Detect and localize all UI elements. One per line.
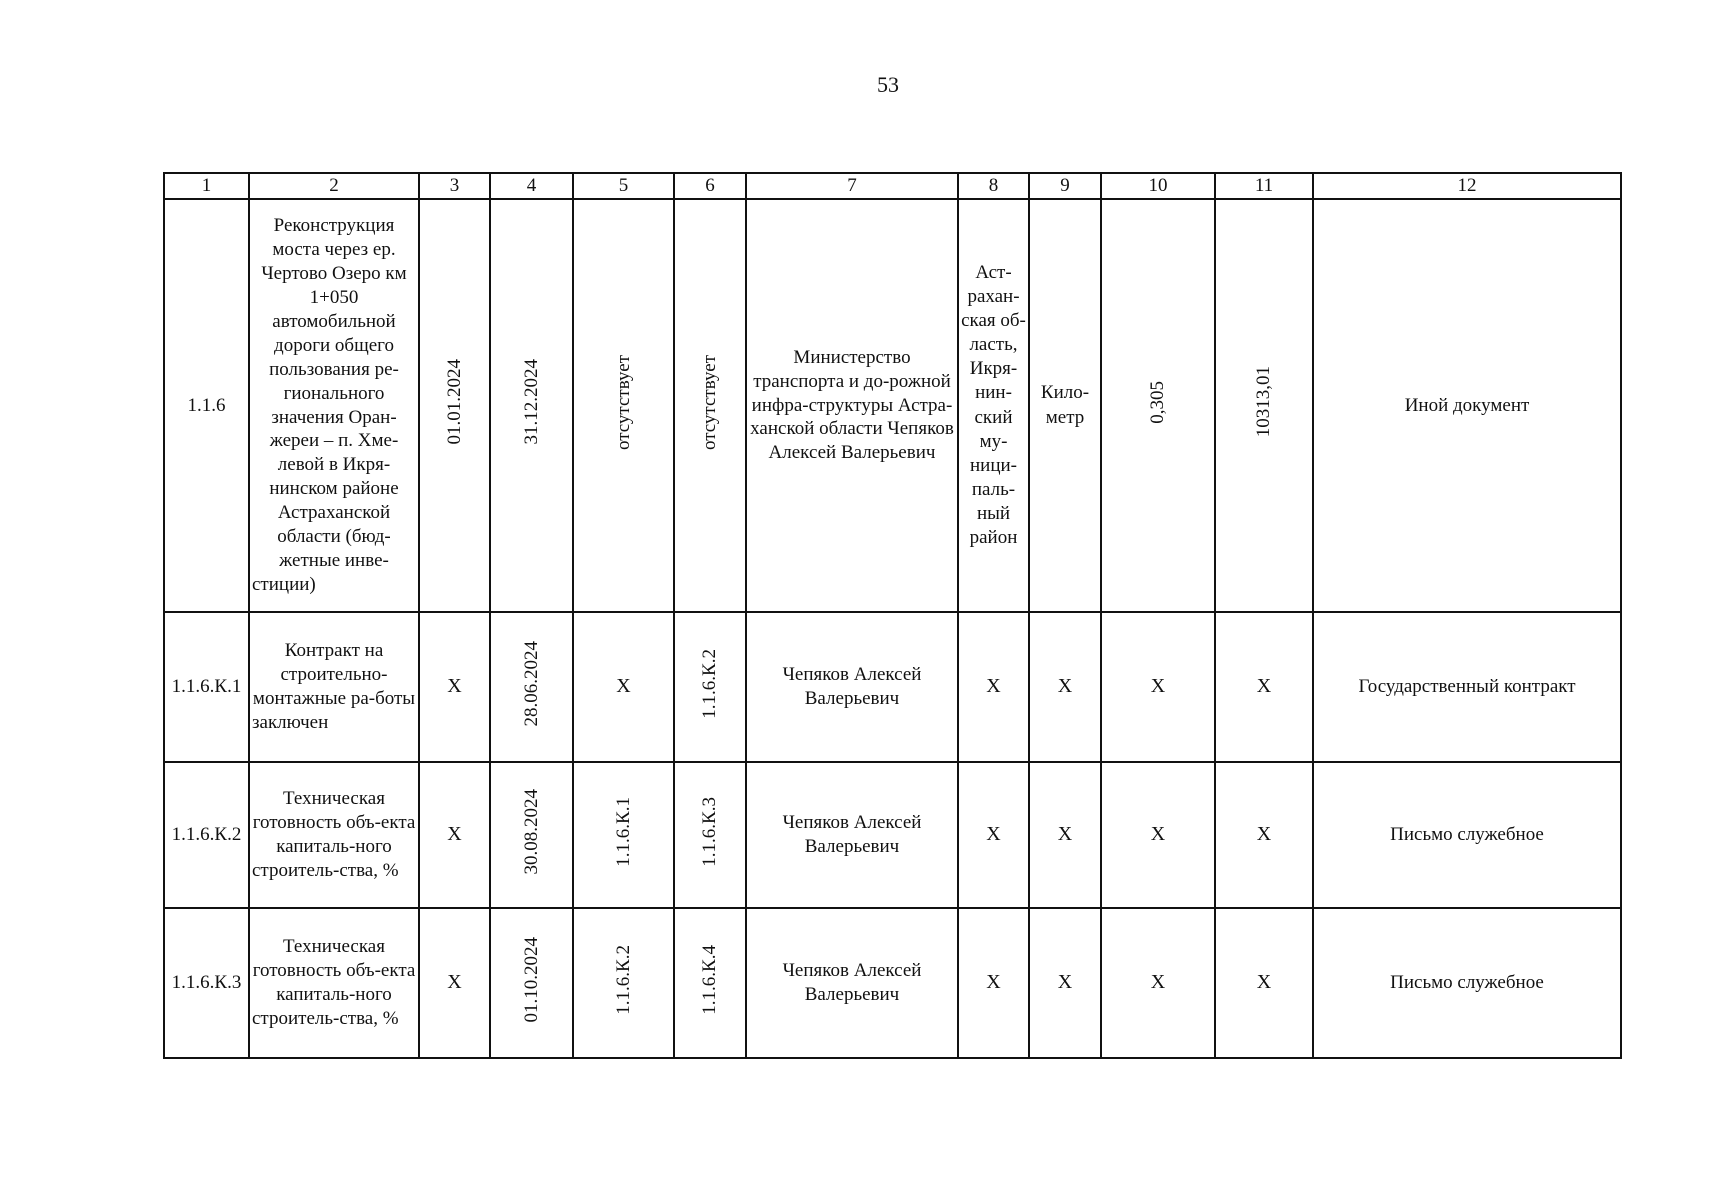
responsible: Чепяков Алексей Валерьевич — [746, 908, 958, 1058]
row-description: Контракт на строительно-монтажные ра-боты заключен — [249, 612, 419, 762]
predecessor-cell — [573, 199, 674, 612]
successor: 1.1.6.К.4 — [699, 944, 721, 1015]
predecessor: X — [573, 612, 674, 762]
column-header: 12 — [1313, 173, 1621, 199]
successor: 1.1.6.К.3 — [699, 796, 721, 867]
document-type: Государственный контракт — [1313, 612, 1621, 762]
value: X — [1101, 762, 1215, 908]
column-header: 10 — [1101, 173, 1215, 199]
successor: отсутствует — [699, 354, 721, 450]
table-row — [164, 199, 1621, 612]
responsible: Министерство транспорта и до-рожной инфра-структуры Астра-ханской области Чепяков Алексей Валерьевич — [746, 199, 958, 612]
column-header: 3 — [419, 173, 490, 199]
table-row — [164, 762, 1621, 908]
responsible: Чепяков Алексей Валерьевич — [746, 612, 958, 762]
value: X — [1101, 612, 1215, 762]
region: Аст-рахан-ская об-ласть, Икря-нин-ский му-ници-паль-ный район — [958, 199, 1029, 612]
start-date: X — [419, 762, 490, 908]
region: X — [958, 908, 1029, 1058]
column-header: 1 — [164, 173, 249, 199]
end-date: 28.06.2024 — [520, 640, 542, 727]
plan-table — [163, 172, 1622, 1059]
amount: X — [1215, 762, 1313, 908]
region: X — [958, 762, 1029, 908]
region: X — [958, 612, 1029, 762]
start-date: 01.01.2024 — [443, 359, 465, 445]
end-date-cell — [490, 199, 573, 612]
end-date: 01.10.2024 — [520, 936, 542, 1023]
column-header: 4 — [490, 173, 573, 199]
predecessor-cell — [573, 908, 674, 1058]
column-header: 9 — [1029, 173, 1101, 199]
unit: Кило-метр — [1029, 199, 1101, 612]
unit: X — [1029, 762, 1101, 908]
column-header: 11 — [1215, 173, 1313, 199]
value-cell — [1101, 199, 1215, 612]
predecessor: 1.1.6.К.2 — [612, 944, 634, 1015]
end-date-cell — [490, 908, 573, 1058]
end-date-cell — [490, 762, 573, 908]
predecessor: отсутствует — [612, 354, 634, 450]
predecessor-cell — [573, 762, 674, 908]
document-type: Письмо служебное — [1313, 908, 1621, 1058]
row-number: 1.1.6 — [164, 199, 249, 612]
successor-cell — [674, 762, 746, 908]
amount: X — [1215, 908, 1313, 1058]
header-row — [164, 173, 1621, 199]
responsible: Чепяков Алексей Валерьевич — [746, 762, 958, 908]
successor-cell — [674, 908, 746, 1058]
unit: X — [1029, 908, 1101, 1058]
end-date: 30.08.2024 — [520, 788, 542, 875]
amount-cell — [1215, 199, 1313, 612]
end-date: 31.12.2024 — [520, 359, 542, 445]
unit: X — [1029, 612, 1101, 762]
value: 0,305 — [1147, 380, 1169, 424]
column-header: 5 — [573, 173, 674, 199]
row-description: Техническая готовность объ-екта капиталь-ного строитель-ства, % — [249, 762, 419, 908]
row-number: 1.1.6.К.2 — [164, 762, 249, 908]
start-date-cell — [419, 199, 490, 612]
column-header: 7 — [746, 173, 958, 199]
successor-cell — [674, 199, 746, 612]
document-type: Письмо служебное — [1313, 762, 1621, 908]
successor-cell — [674, 612, 746, 762]
predecessor: 1.1.6.К.1 — [612, 796, 634, 867]
row-number: 1.1.6.К.1 — [164, 612, 249, 762]
amount: X — [1215, 612, 1313, 762]
document-type: Иной документ — [1313, 199, 1621, 612]
row-number: 1.1.6.К.3 — [164, 908, 249, 1058]
end-date-cell — [490, 612, 573, 762]
start-date: X — [419, 908, 490, 1058]
table-row — [164, 908, 1621, 1058]
row-description: Реконструкция моста через ер. Чертово Озеро км 1+050 автомобильной дороги общего пользования ре-гионального значения Оран-жереи – п. Хме-левой в Икря-нинском районе Астраханской области (бюд-жетные инве-стиции) — [249, 199, 419, 612]
amount: 10313,01 — [1253, 366, 1275, 438]
row-description: Техническая готовность объ-екта капиталь-ного строитель-ства, % — [249, 908, 419, 1058]
value: X — [1101, 908, 1215, 1058]
column-header: 6 — [674, 173, 746, 199]
start-date: X — [419, 612, 490, 762]
table-row — [164, 612, 1621, 762]
successor: 1.1.6.К.2 — [699, 648, 721, 719]
column-header: 8 — [958, 173, 1029, 199]
column-header: 2 — [249, 173, 419, 199]
page-number: 53 — [877, 72, 899, 97]
